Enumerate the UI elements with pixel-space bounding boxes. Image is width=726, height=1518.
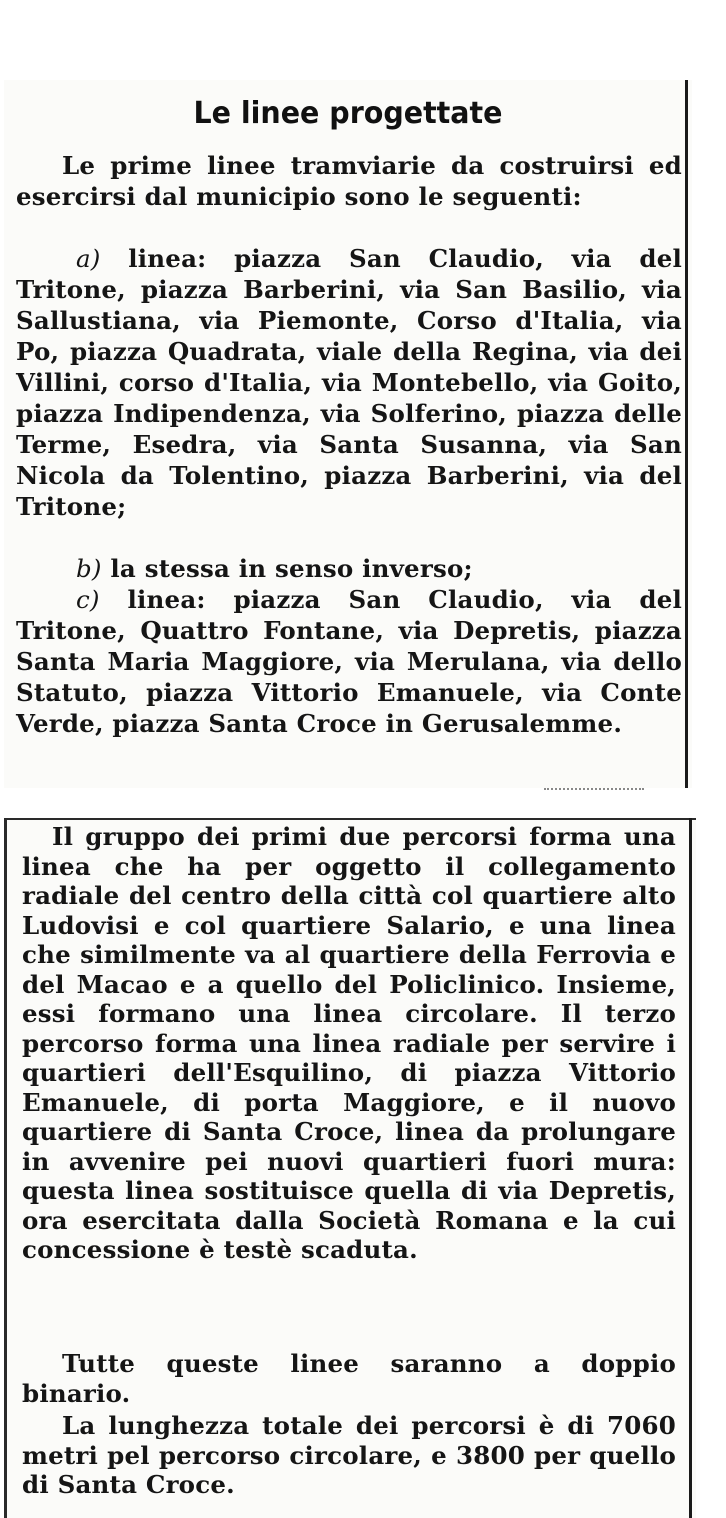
item-a-label: a) — [76, 244, 101, 273]
column-rule-right — [689, 818, 692, 1518]
item-c-label: c) — [76, 585, 100, 614]
clipping-gap — [4, 788, 692, 818]
item-c-text: linea: piazza San Claudio, via del Tritone, Quattro Fontane, via Depretis, piazza Santa Maria Maggiore, via Merulana, via dello Statuto, piazza Vittorio Emanuele, via Conte Verde, piazza Santa Croce in Gerusalemme. — [16, 585, 682, 738]
torn-edge-dots — [544, 788, 644, 794]
item-a-text: linea: piazza San Claudio, via del Tritone, piazza Barberini, via San Basilio, via Sallustiana, via Piemonte, Corso d'Italia, via Po, piazza Quadrata, viale della Regina, via dei Villini, corso d'Italia, via Montebello, via Goito, piazza Indipendenza, via Solferino, piazza delle Terme, Esedra, via Santa Susanna, via San Nicola da Tolentino, piazza Barberini, via del Tritone; — [16, 244, 683, 521]
item-b-text: la stessa in senso inverso; — [110, 554, 473, 583]
intro-paragraph: Le prime linee tramviarie da costruirsi ed esercirsi dal municipio sono le seguenti: — [16, 151, 682, 211]
body-paragraph-length: La lunghezza totale dei percorsi è di 7060 metri pel percorso circolare, e 3800 per quello di Santa Croce. — [22, 1411, 676, 1499]
clipping-bottom — [4, 818, 696, 1518]
item-a-paragraph — [16, 243, 682, 522]
item-b-label: b) — [76, 554, 102, 583]
clipping-top-edge — [4, 818, 696, 820]
body-paragraph-routes: Il gruppo dei primi due percorsi forma una linea che ha per oggetto il collegamento radiale del centro della città col quartiere alto Ludovisi e col quartiere Salario, e una linea che similmente va al quartiere della Ferrovia e del Macao e a quello del Policlinico. Insieme, essi formano una linea circolare. Il terzo percorso forma una linea radiale per servire i quartieri dell'Esquilino, di piazza Vittorio Emanuele, di porta Maggiore, e il nuovo quartiere di Santa Croce, linea da prolungare in avvenire pei nuovi quartieri fuori mura: questa linea sostituisce quella di via Depretis, ora esercitata dalla Società Romana e la cui concessione è testè scaduta. — [22, 822, 676, 1264]
item-b-paragraph — [16, 553, 682, 584]
column-rule-left — [4, 818, 7, 1518]
article-headline: Le linee progettate — [193, 96, 503, 131]
item-c-paragraph — [16, 584, 682, 739]
column-rule-right — [685, 80, 688, 788]
clipping-top — [4, 80, 692, 788]
body-paragraph-double-track: Tutte queste linee saranno a doppio binario. — [22, 1349, 676, 1408]
